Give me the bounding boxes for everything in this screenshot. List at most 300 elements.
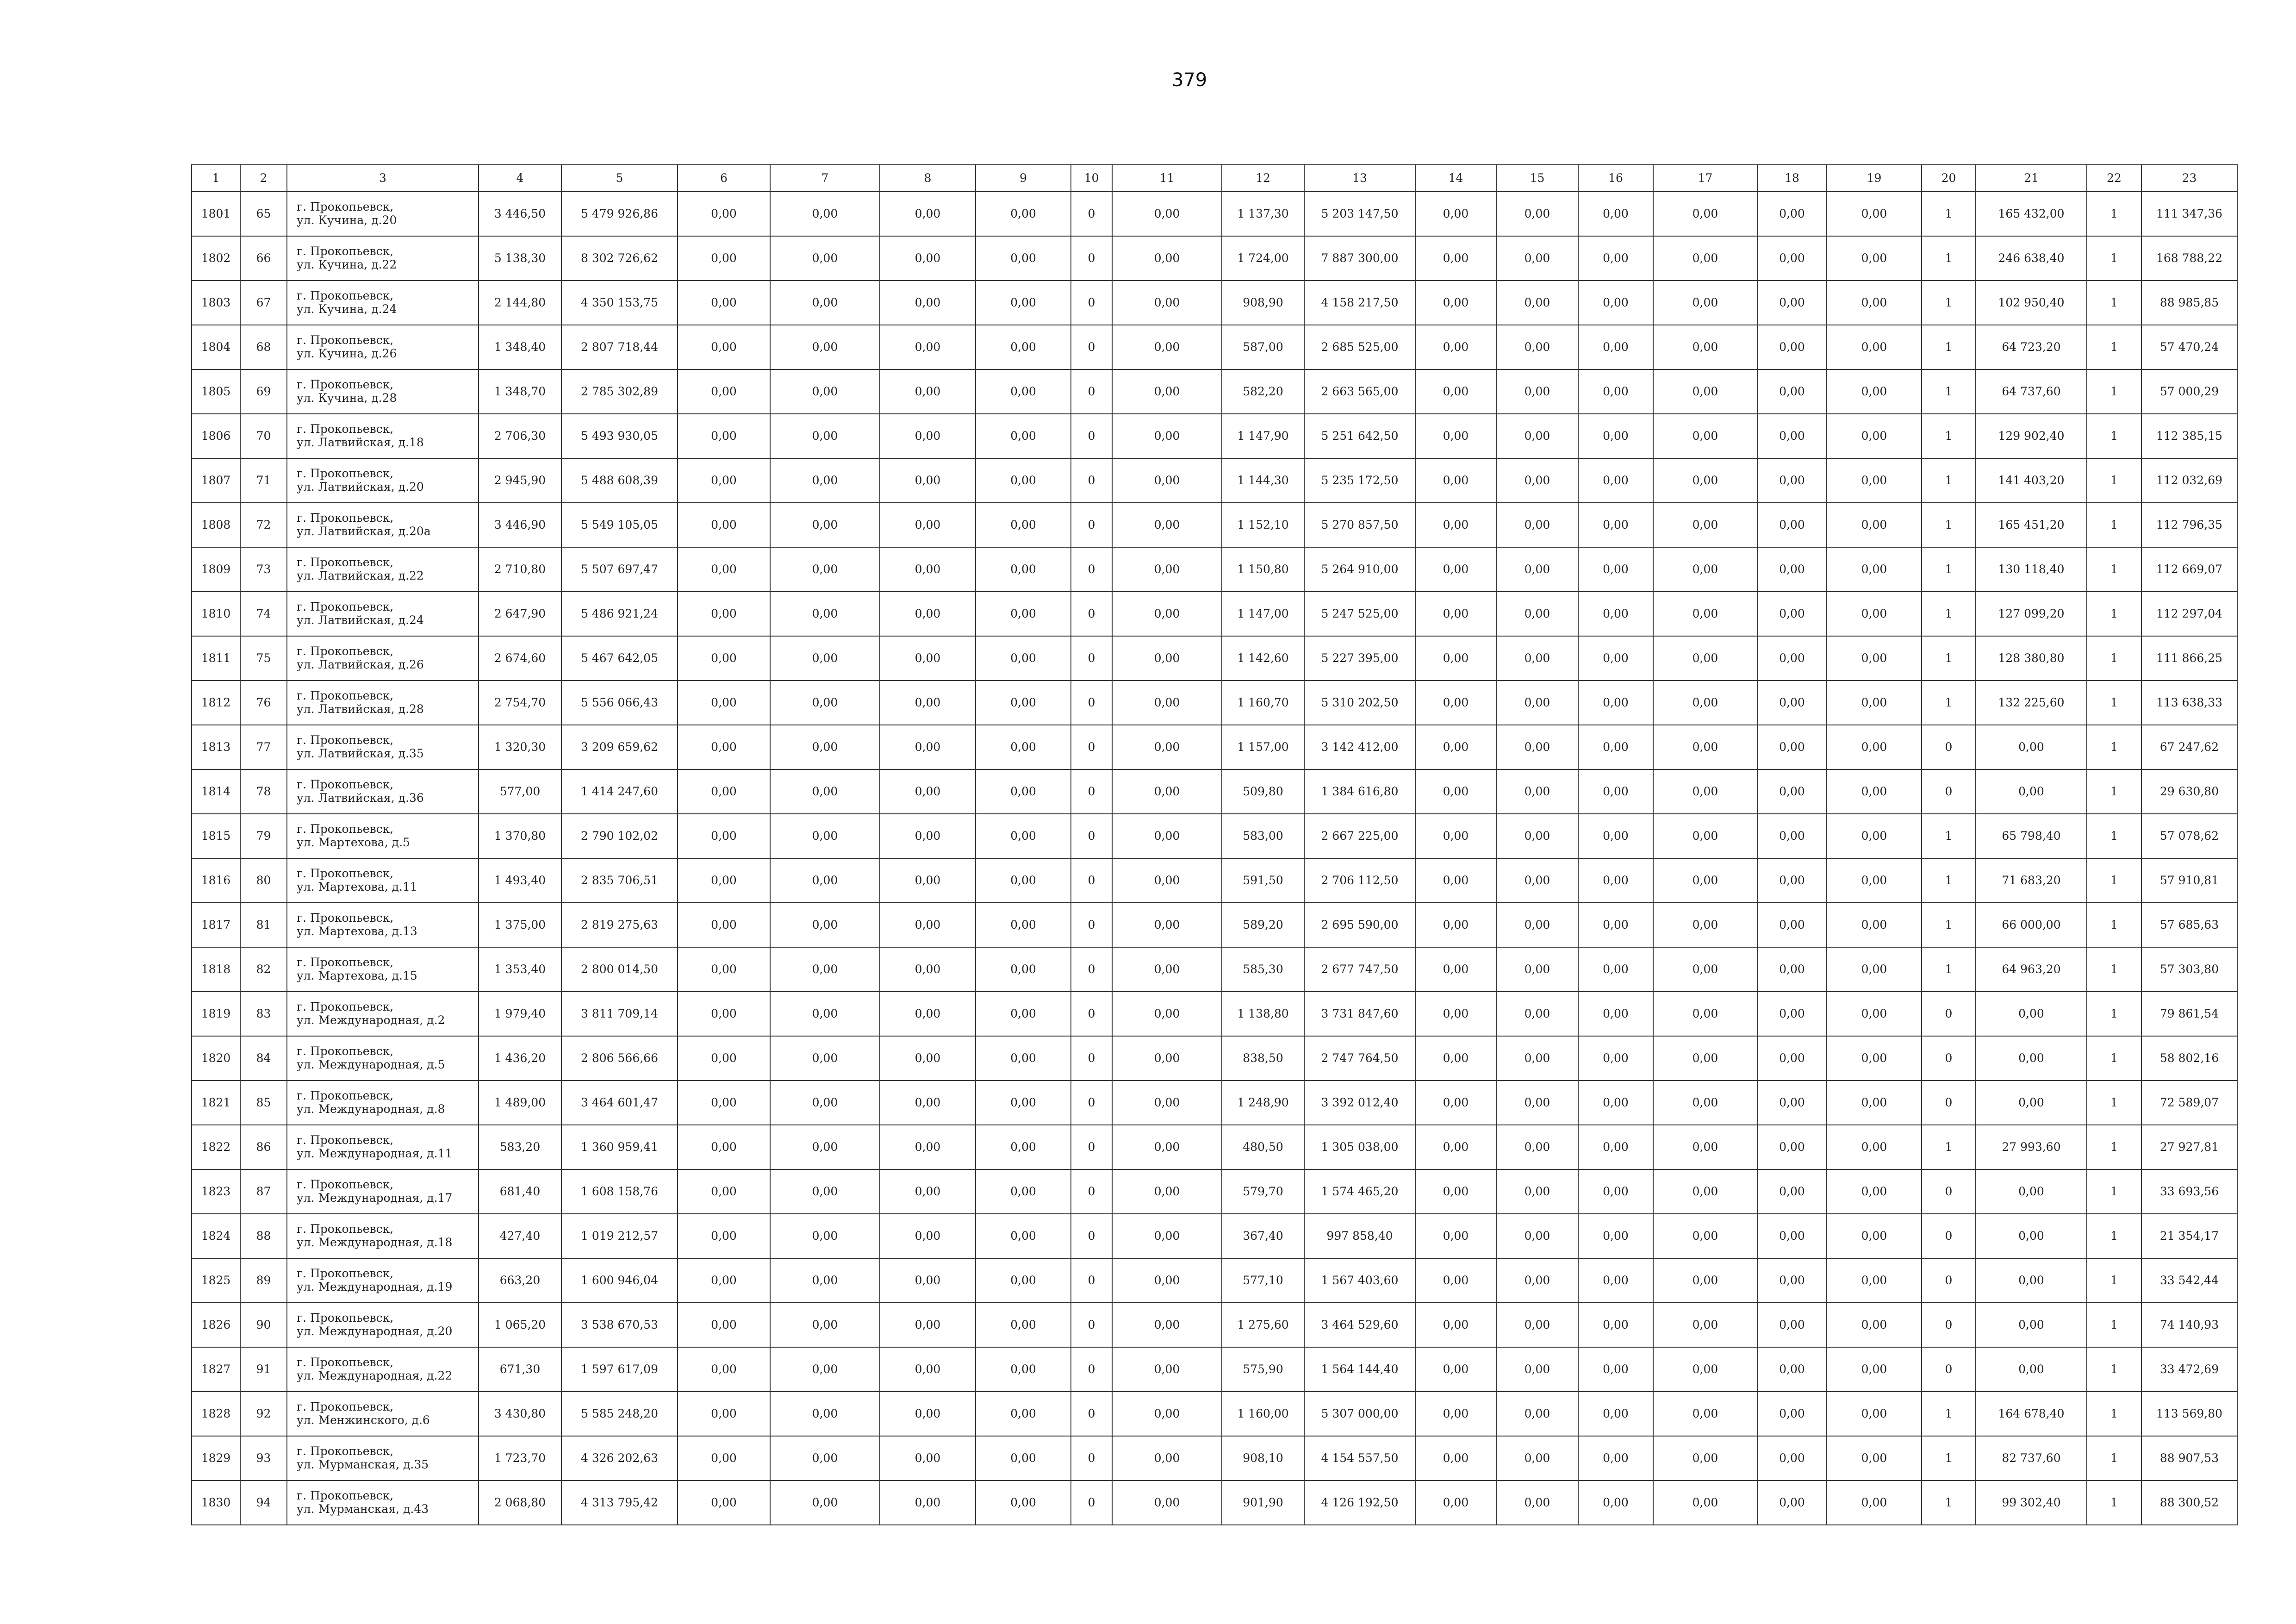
table-cell-c18: 0,00 [1757, 325, 1827, 369]
table-cell-c14: 0,00 [1415, 1480, 1496, 1525]
address-city: г. Прокопьевск, [297, 1000, 394, 1014]
table-cell-c10: 0 [1071, 636, 1112, 681]
table-cell-c21: 165 432,00 [1976, 192, 2087, 236]
table-cell-c11: 0,00 [1112, 1036, 1222, 1081]
table-cell-c21: 129 902,40 [1976, 414, 2087, 458]
address-street: ул. Латвийская, д.18 [297, 436, 424, 449]
table-cell-c19: 0,00 [1827, 458, 1922, 503]
table-cell-n: 1823 [192, 1169, 240, 1214]
table-cell-c8: 0,00 [880, 547, 976, 592]
table-cell-c13: 5 247 525,00 [1304, 592, 1415, 636]
column-header: 12 [1222, 165, 1304, 192]
table-cell-c6: 0,00 [678, 636, 770, 681]
table-cell-c23: 57 685,63 [2141, 903, 2237, 947]
table-cell-idx: 66 [240, 236, 287, 281]
table-cell-c11: 0,00 [1112, 1258, 1222, 1303]
table-cell-c11: 0,00 [1112, 1081, 1222, 1125]
table-cell-c10: 0 [1071, 1347, 1112, 1392]
table-cell-c17: 0,00 [1653, 1258, 1757, 1303]
table-cell-n: 1806 [192, 414, 240, 458]
table-cell-c23: 112 796,35 [2141, 503, 2237, 547]
address-city: г. Прокопьевск, [297, 378, 394, 392]
table-cell-c11: 0,00 [1112, 947, 1222, 992]
table-cell-c20: 1 [1922, 192, 1976, 236]
table-cell-c8: 0,00 [880, 325, 976, 369]
table-cell-n: 1824 [192, 1214, 240, 1258]
table-cell-c6: 0,00 [678, 1258, 770, 1303]
table-cell-c14: 0,00 [1415, 1214, 1496, 1258]
column-header: 4 [479, 165, 561, 192]
table-cell-idx: 83 [240, 992, 287, 1036]
table-cell-c23: 57 303,80 [2141, 947, 2237, 992]
table-row [192, 458, 2237, 503]
table-cell-c19: 0,00 [1827, 769, 1922, 814]
table-cell-c14: 0,00 [1415, 814, 1496, 858]
table-row [192, 769, 2237, 814]
table-cell-idx: 68 [240, 325, 287, 369]
table-cell-c14: 0,00 [1415, 503, 1496, 547]
column-header: 20 [1922, 165, 1976, 192]
table-cell-c11: 0,00 [1112, 592, 1222, 636]
table-cell-c7: 0,00 [770, 236, 880, 281]
table-cell-c9: 0,00 [976, 592, 1071, 636]
table-cell-c17: 0,00 [1653, 192, 1757, 236]
table-cell-c23: 112 385,15 [2141, 414, 2237, 458]
table-cell-c12: 908,10 [1222, 1436, 1304, 1480]
address-city: г. Прокопьевск, [297, 1311, 394, 1325]
table-cell-c7: 0,00 [770, 503, 880, 547]
address-street: ул. Международная, д.22 [297, 1369, 453, 1382]
table-cell-c19: 0,00 [1827, 992, 1922, 1036]
address-cell [287, 636, 479, 681]
table-cell-c12: 1 138,80 [1222, 992, 1304, 1036]
table-cell-n: 1805 [192, 369, 240, 414]
table-cell-c4: 1 348,70 [479, 369, 561, 414]
table-cell-c13: 5 227 395,00 [1304, 636, 1415, 681]
table-cell-c14: 0,00 [1415, 725, 1496, 769]
table-cell-c22: 1 [2087, 992, 2141, 1036]
address-city: г. Прокопьевск, [297, 867, 394, 881]
table-cell-c11: 0,00 [1112, 325, 1222, 369]
table-cell-c13: 1 564 144,40 [1304, 1347, 1415, 1392]
table-cell-c12: 583,00 [1222, 814, 1304, 858]
column-header: 18 [1757, 165, 1827, 192]
table-cell-c19: 0,00 [1827, 281, 1922, 325]
table-cell-c13: 2 695 590,00 [1304, 903, 1415, 947]
table-cell-c7: 0,00 [770, 1125, 880, 1169]
table-cell-c19: 0,00 [1827, 1081, 1922, 1125]
table-cell-c8: 0,00 [880, 369, 976, 414]
table-cell-c19: 0,00 [1827, 1303, 1922, 1347]
table-cell-n: 1807 [192, 458, 240, 503]
table-cell-c22: 1 [2087, 458, 2141, 503]
table-cell-c9: 0,00 [976, 1392, 1071, 1436]
table-cell-c20: 1 [1922, 858, 1976, 903]
table-cell-c22: 1 [2087, 192, 2141, 236]
table-cell-c12: 480,50 [1222, 1125, 1304, 1169]
table-cell-c11: 0,00 [1112, 1347, 1222, 1392]
table-cell-c16: 0,00 [1578, 236, 1653, 281]
table-cell-c18: 0,00 [1757, 414, 1827, 458]
table-cell-c7: 0,00 [770, 1436, 880, 1480]
table-cell-c17: 0,00 [1653, 858, 1757, 903]
table-cell-c8: 0,00 [880, 458, 976, 503]
table-cell-idx: 94 [240, 1480, 287, 1525]
table-cell-c18: 0,00 [1757, 814, 1827, 858]
table-row [192, 1436, 2237, 1480]
table-cell-c7: 0,00 [770, 547, 880, 592]
address-cell [287, 369, 479, 414]
table-cell-c4: 1 348,40 [479, 325, 561, 369]
address-cell [287, 681, 479, 725]
address-street: ул. Мартехова, д.5 [297, 836, 410, 849]
table-cell-c22: 1 [2087, 1303, 2141, 1347]
table-cell-c17: 0,00 [1653, 1303, 1757, 1347]
table-cell-c22: 1 [2087, 1169, 2141, 1214]
table-cell-c17: 0,00 [1653, 1169, 1757, 1214]
table-cell-c13: 1 574 465,20 [1304, 1169, 1415, 1214]
table-cell-c12: 577,10 [1222, 1258, 1304, 1303]
table-cell-c18: 0,00 [1757, 547, 1827, 592]
table-cell-c10: 0 [1071, 1125, 1112, 1169]
table-cell-c5: 5 507 697,47 [561, 547, 678, 592]
table-cell-c8: 0,00 [880, 947, 976, 992]
table-cell-idx: 74 [240, 592, 287, 636]
address-cell [287, 858, 479, 903]
table-cell-c12: 1 275,60 [1222, 1303, 1304, 1347]
table-cell-c6: 0,00 [678, 681, 770, 725]
table-cell-c6: 0,00 [678, 903, 770, 947]
table-cell-c12: 509,80 [1222, 769, 1304, 814]
table-cell-c5: 8 302 726,62 [561, 236, 678, 281]
table-cell-c20: 1 [1922, 1392, 1976, 1436]
table-cell-c5: 2 807 718,44 [561, 325, 678, 369]
table-cell-c19: 0,00 [1827, 1125, 1922, 1169]
address-cell [287, 947, 479, 992]
table-cell-c15: 0,00 [1496, 592, 1578, 636]
table-cell-c18: 0,00 [1757, 947, 1827, 992]
address-street: ул. Латвийская, д.22 [297, 569, 424, 582]
table-cell-c18: 0,00 [1757, 1347, 1827, 1392]
table-cell-c5: 5 549 105,05 [561, 503, 678, 547]
table-cell-c10: 0 [1071, 1258, 1112, 1303]
table-cell-c7: 0,00 [770, 1347, 880, 1392]
table-cell-c6: 0,00 [678, 414, 770, 458]
table-cell-c8: 0,00 [880, 769, 976, 814]
table-cell-c8: 0,00 [880, 725, 976, 769]
table-cell-c23: 57 078,62 [2141, 814, 2237, 858]
column-header: 23 [2141, 165, 2237, 192]
table-cell-c19: 0,00 [1827, 369, 1922, 414]
table-cell-c15: 0,00 [1496, 1436, 1578, 1480]
table-cell-c17: 0,00 [1653, 1480, 1757, 1525]
table-cell-c6: 0,00 [678, 1392, 770, 1436]
table-cell-c19: 0,00 [1827, 547, 1922, 592]
table-row [192, 325, 2237, 369]
table-cell-c22: 1 [2087, 1436, 2141, 1480]
table-cell-c17: 0,00 [1653, 1125, 1757, 1169]
table-row [192, 236, 2237, 281]
address-cell [287, 814, 479, 858]
table-cell-c19: 0,00 [1827, 325, 1922, 369]
table-cell-c16: 0,00 [1578, 858, 1653, 903]
table-cell-n: 1822 [192, 1125, 240, 1169]
table-cell-c7: 0,00 [770, 281, 880, 325]
table-cell-c16: 0,00 [1578, 592, 1653, 636]
table-cell-c10: 0 [1071, 592, 1112, 636]
address-cell [287, 325, 479, 369]
table-cell-c11: 0,00 [1112, 281, 1222, 325]
table-cell-c14: 0,00 [1415, 1258, 1496, 1303]
table-cell-c8: 0,00 [880, 1036, 976, 1081]
table-cell-c7: 0,00 [770, 1036, 880, 1081]
table-cell-c9: 0,00 [976, 1347, 1071, 1392]
table-cell-c18: 0,00 [1757, 858, 1827, 903]
column-header: 9 [976, 165, 1071, 192]
table-cell-c14: 0,00 [1415, 947, 1496, 992]
table-cell-c18: 0,00 [1757, 503, 1827, 547]
table-cell-c23: 58 802,16 [2141, 1036, 2237, 1081]
address-street: ул. Латвийская, д.36 [297, 791, 424, 805]
address-city: г. Прокопьевск, [297, 244, 394, 258]
table-cell-c21: 82 737,60 [1976, 1436, 2087, 1480]
address-street: ул. Латвийская, д.24 [297, 613, 424, 627]
table-cell-c16: 0,00 [1578, 192, 1653, 236]
column-header: 15 [1496, 165, 1578, 192]
table-cell-c9: 0,00 [976, 681, 1071, 725]
table-cell-c22: 1 [2087, 369, 2141, 414]
table-cell-c22: 1 [2087, 1214, 2141, 1258]
table-cell-c4: 2 068,80 [479, 1480, 561, 1525]
table-cell-c7: 0,00 [770, 1169, 880, 1214]
table-cell-c6: 0,00 [678, 281, 770, 325]
table-cell-c6: 0,00 [678, 725, 770, 769]
table-cell-c16: 0,00 [1578, 414, 1653, 458]
table-cell-c7: 0,00 [770, 369, 880, 414]
address-cell [287, 1303, 479, 1347]
table-cell-c12: 901,90 [1222, 1480, 1304, 1525]
table-cell-n: 1819 [192, 992, 240, 1036]
table-cell-c17: 0,00 [1653, 369, 1757, 414]
table-cell-c18: 0,00 [1757, 1436, 1827, 1480]
table-row [192, 1125, 2237, 1169]
table-cell-c15: 0,00 [1496, 1392, 1578, 1436]
table-cell-c10: 0 [1071, 1081, 1112, 1125]
table-cell-c16: 0,00 [1578, 814, 1653, 858]
table-cell-c14: 0,00 [1415, 681, 1496, 725]
table-cell-c21: 71 683,20 [1976, 858, 2087, 903]
table-cell-c21: 128 380,80 [1976, 636, 2087, 681]
address-cell [287, 903, 479, 947]
column-header: 8 [880, 165, 976, 192]
table-cell-c16: 0,00 [1578, 1258, 1653, 1303]
table-cell-c13: 997 858,40 [1304, 1214, 1415, 1258]
table-cell-n: 1811 [192, 636, 240, 681]
table-cell-c15: 0,00 [1496, 1258, 1578, 1303]
table-cell-c7: 0,00 [770, 458, 880, 503]
table-cell-idx: 87 [240, 1169, 287, 1214]
table-cell-c19: 0,00 [1827, 236, 1922, 281]
table-cell-c12: 1 152,10 [1222, 503, 1304, 547]
table-cell-c9: 0,00 [976, 858, 1071, 903]
table-cell-n: 1825 [192, 1258, 240, 1303]
table-cell-c23: 72 589,07 [2141, 1081, 2237, 1125]
table-cell-c17: 0,00 [1653, 681, 1757, 725]
address-street: ул. Международная, д.20 [297, 1324, 453, 1338]
address-city: г. Прокопьевск, [297, 1400, 394, 1414]
table-cell-c15: 0,00 [1496, 1214, 1578, 1258]
table-cell-c23: 29 630,80 [2141, 769, 2237, 814]
table-cell-c13: 2 663 565,00 [1304, 369, 1415, 414]
table-cell-c23: 111 347,36 [2141, 192, 2237, 236]
table-cell-c9: 0,00 [976, 236, 1071, 281]
table-cell-c5: 2 835 706,51 [561, 858, 678, 903]
table-cell-c16: 0,00 [1578, 1125, 1653, 1169]
table-cell-c18: 0,00 [1757, 236, 1827, 281]
table-cell-c18: 0,00 [1757, 636, 1827, 681]
table-cell-c13: 5 203 147,50 [1304, 192, 1415, 236]
table-cell-c9: 0,00 [976, 547, 1071, 592]
table-cell-c4: 1 493,40 [479, 858, 561, 903]
table-cell-c13: 4 158 217,50 [1304, 281, 1415, 325]
table-cell-c12: 1 150,80 [1222, 547, 1304, 592]
table-row [192, 281, 2237, 325]
table-cell-c18: 0,00 [1757, 1258, 1827, 1303]
table-cell-c11: 0,00 [1112, 1125, 1222, 1169]
address-city: г. Прокопьевск, [297, 644, 394, 658]
table-cell-c23: 57 470,24 [2141, 325, 2237, 369]
table-cell-c11: 0,00 [1112, 503, 1222, 547]
table-cell-c11: 0,00 [1112, 236, 1222, 281]
table-cell-c9: 0,00 [976, 192, 1071, 236]
table-row [192, 1392, 2237, 1436]
table-cell-c22: 1 [2087, 1392, 2141, 1436]
address-street: ул. Международная, д.17 [297, 1191, 453, 1205]
table-cell-c20: 1 [1922, 458, 1976, 503]
table-cell-c8: 0,00 [880, 636, 976, 681]
table-cell-c9: 0,00 [976, 1036, 1071, 1081]
table-cell-c21: 127 099,20 [1976, 592, 2087, 636]
table-cell-n: 1804 [192, 325, 240, 369]
address-street: ул. Латвийская, д.20 [297, 480, 424, 493]
table-cell-c14: 0,00 [1415, 903, 1496, 947]
table-cell-c6: 0,00 [678, 1436, 770, 1480]
table-cell-c22: 1 [2087, 814, 2141, 858]
table-cell-c5: 3 464 601,47 [561, 1081, 678, 1125]
table-cell-c15: 0,00 [1496, 281, 1578, 325]
address-cell [287, 547, 479, 592]
table-cell-c6: 0,00 [678, 547, 770, 592]
table-cell-n: 1801 [192, 192, 240, 236]
table-cell-c16: 0,00 [1578, 947, 1653, 992]
table-cell-c12: 585,30 [1222, 947, 1304, 992]
table-cell-c17: 0,00 [1653, 281, 1757, 325]
table-cell-c20: 0 [1922, 725, 1976, 769]
table-cell-idx: 85 [240, 1081, 287, 1125]
table-cell-n: 1802 [192, 236, 240, 281]
table-cell-c5: 2 785 302,89 [561, 369, 678, 414]
table-cell-c7: 0,00 [770, 1081, 880, 1125]
table-cell-c4: 1 489,00 [479, 1081, 561, 1125]
table-cell-c9: 0,00 [976, 1436, 1071, 1480]
address-street: ул. Международная, д.8 [297, 1102, 445, 1116]
table-cell-c8: 0,00 [880, 414, 976, 458]
table-cell-c14: 0,00 [1415, 1392, 1496, 1436]
table-cell-n: 1809 [192, 547, 240, 592]
table-cell-c22: 1 [2087, 1125, 2141, 1169]
table-cell-c13: 7 887 300,00 [1304, 236, 1415, 281]
table-cell-c15: 0,00 [1496, 547, 1578, 592]
table-cell-c10: 0 [1071, 414, 1112, 458]
table-cell-c7: 0,00 [770, 858, 880, 903]
page-number: 379 [1171, 69, 1207, 91]
address-cell [287, 458, 479, 503]
table-cell-c13: 5 307 000,00 [1304, 1392, 1415, 1436]
table-row [192, 992, 2237, 1036]
table-cell-c21: 0,00 [1976, 1036, 2087, 1081]
table-cell-c7: 0,00 [770, 192, 880, 236]
table-cell-c4: 3 446,90 [479, 503, 561, 547]
table-cell-c15: 0,00 [1496, 681, 1578, 725]
table-cell-c10: 0 [1071, 1303, 1112, 1347]
column-header: 11 [1112, 165, 1222, 192]
table-row [192, 192, 2237, 236]
table-cell-c21: 130 118,40 [1976, 547, 2087, 592]
table-cell-c23: 57 910,81 [2141, 858, 2237, 903]
table-cell-c7: 0,00 [770, 414, 880, 458]
table-cell-c8: 0,00 [880, 236, 976, 281]
table-cell-c21: 64 723,20 [1976, 325, 2087, 369]
table-cell-c4: 1 353,40 [479, 947, 561, 992]
table-cell-c16: 0,00 [1578, 1169, 1653, 1214]
table-cell-c14: 0,00 [1415, 636, 1496, 681]
table-cell-c7: 0,00 [770, 325, 880, 369]
address-cell [287, 281, 479, 325]
address-city: г. Прокопьевск, [297, 1222, 394, 1236]
table-cell-c14: 0,00 [1415, 414, 1496, 458]
table-cell-c18: 0,00 [1757, 1214, 1827, 1258]
column-header: 16 [1578, 165, 1653, 192]
table-cell-c10: 0 [1071, 1480, 1112, 1525]
table-cell-c13: 3 392 012,40 [1304, 1081, 1415, 1125]
table-cell-c5: 1 600 946,04 [561, 1258, 678, 1303]
address-cell [287, 503, 479, 547]
table-cell-c9: 0,00 [976, 1169, 1071, 1214]
table-cell-c19: 0,00 [1827, 903, 1922, 947]
table-cell-c10: 0 [1071, 681, 1112, 725]
table-cell-c15: 0,00 [1496, 503, 1578, 547]
table-cell-c9: 0,00 [976, 325, 1071, 369]
table-cell-c16: 0,00 [1578, 903, 1653, 947]
table-cell-c15: 0,00 [1496, 1303, 1578, 1347]
table-cell-c10: 0 [1071, 1036, 1112, 1081]
address-street: ул. Кучина, д.24 [297, 302, 397, 316]
table-cell-c14: 0,00 [1415, 192, 1496, 236]
table-cell-c16: 0,00 [1578, 325, 1653, 369]
table-cell-c4: 1 723,70 [479, 1436, 561, 1480]
address-street: ул. Международная, д.18 [297, 1236, 453, 1249]
table-cell-c12: 1 724,00 [1222, 236, 1304, 281]
table-cell-c5: 1 019 212,57 [561, 1214, 678, 1258]
address-cell [287, 1392, 479, 1436]
table-cell-idx: 72 [240, 503, 287, 547]
address-cell [287, 1169, 479, 1214]
table-cell-c14: 0,00 [1415, 1169, 1496, 1214]
address-street: ул. Международная, д.2 [297, 1013, 445, 1027]
table-cell-c21: 64 737,60 [1976, 369, 2087, 414]
table-cell-c5: 5 585 248,20 [561, 1392, 678, 1436]
table-cell-c9: 0,00 [976, 725, 1071, 769]
